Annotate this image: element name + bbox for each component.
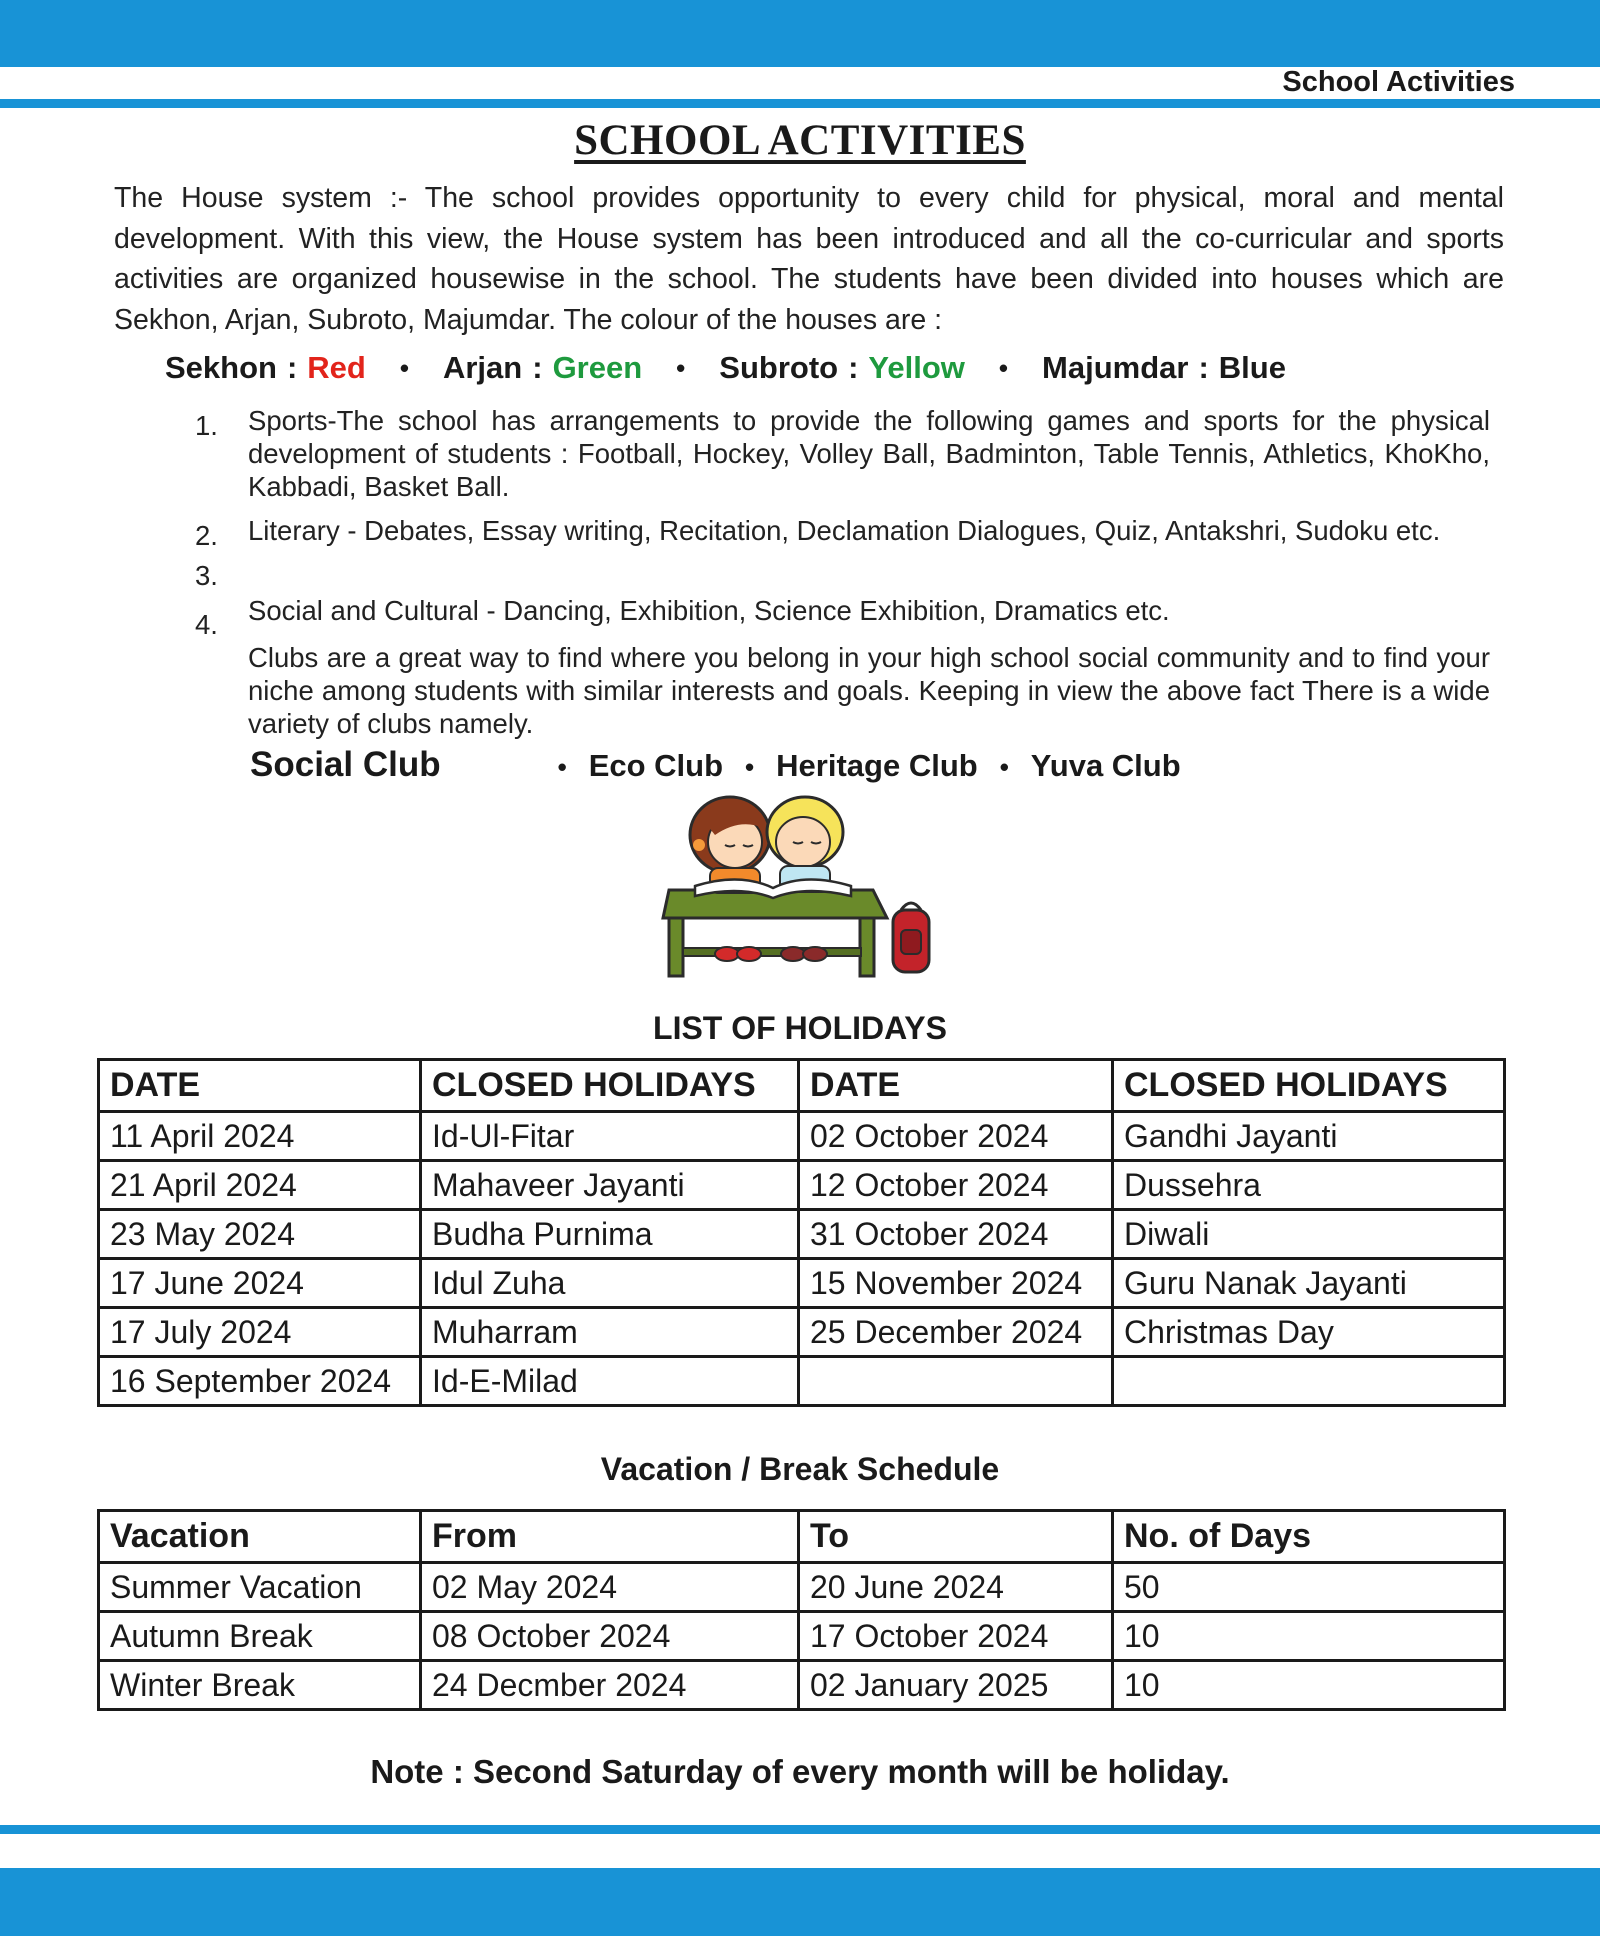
house-sekhon (165, 350, 366, 386)
list-number: 4. (195, 609, 218, 640)
table-cell: 23 May 2024 (99, 1210, 421, 1259)
table-cell: Gandhi Jayanti (1113, 1112, 1505, 1161)
table-cell: 02 October 2024 (799, 1112, 1113, 1161)
table-cell: Id-E-Milad (421, 1357, 799, 1406)
table-cell: Mahaveer Jayanti (421, 1161, 799, 1210)
vacation-table (97, 1509, 1506, 1711)
house-name: Majumdar (1042, 350, 1189, 385)
bottom-color-band (0, 1868, 1600, 1936)
club-heritage: Heritage Club (776, 748, 978, 783)
list-item-clubs: Clubs are a great way to find where you belong in your high school social community and to find your niche among students with similar interests and goals. Keeping in view the above fact There is a wide variety of clubs namely. (248, 642, 1490, 739)
list-number: 2. (195, 520, 218, 551)
top-color-band (0, 0, 1600, 67)
table-cell: 16 September 2024 (99, 1357, 421, 1406)
list-number: 3. (195, 560, 218, 591)
house-arjan (443, 350, 642, 386)
table-cell: 02 May 2024 (421, 1563, 799, 1612)
club-social: Social Club (250, 745, 441, 784)
bullet-icon: • (999, 752, 1009, 782)
column-header: CLOSED HOLIDAYS (421, 1060, 799, 1112)
table-cell: 15 November 2024 (799, 1259, 1113, 1308)
bullet-icon: • (998, 352, 1009, 383)
table-cell: 25 December 2024 (799, 1308, 1113, 1357)
table-cell: 31 October 2024 (799, 1210, 1113, 1259)
table-cell: 17 July 2024 (99, 1308, 421, 1357)
table-cell: Idul Zuha (421, 1259, 799, 1308)
table-row (99, 1308, 1505, 1357)
house-name: Sekhon (165, 350, 277, 385)
list-number: 1. (195, 410, 218, 441)
vacation-title: Vacation / Break Schedule (600, 1451, 1000, 1487)
table-cell: 21 April 2024 (99, 1161, 421, 1210)
house-majumdar (1042, 350, 1286, 386)
table-cell: 02 January 2025 (799, 1661, 1113, 1710)
list-item-social-cultural: Social and Cultural - Dancing, Exhibition, Science Exhibition, Dramatics etc. (248, 595, 1170, 626)
table-cell: Budha Purnima (421, 1210, 799, 1259)
holidays-table (97, 1058, 1506, 1407)
house-name: Arjan (442, 350, 523, 385)
list-item-sports: Sports-The school has arrangements to provide the following games and sports for the physical development of students : Football, Hockey, Volley Ball, Badminton, Table Tennis, Athletics, KhoKho, Kabbadi, Basket Ball. (248, 405, 1490, 502)
list-item-literary: Literary - Debates, Essay writing, Recitation, Declamation Dialogues, Quiz, Antakshri, Sudoku etc. (248, 515, 1441, 546)
table-cell: 10 (1113, 1661, 1505, 1710)
house-separator: : (532, 350, 543, 385)
page-title: SCHOOL ACTIVITIES (574, 117, 1026, 164)
holiday-note: Note : Second Saturday of every month will be holiday. (370, 1753, 1230, 1790)
children-reading-illustration (655, 790, 940, 990)
bullet-icon: • (399, 352, 409, 383)
top-divider (0, 99, 1600, 108)
club-yuva: Yuva Club (1030, 748, 1181, 783)
house-name: Subroto (719, 350, 839, 385)
house-separator: : (286, 350, 298, 385)
house-separator: : (1198, 350, 1209, 385)
table-cell: 08 October 2024 (421, 1612, 799, 1661)
house-color: Red (307, 350, 366, 385)
table-cell: 24 Decmber 2024 (421, 1661, 799, 1710)
column-header: DATE (99, 1060, 421, 1112)
table-row (99, 1210, 1505, 1259)
table-row (99, 1259, 1505, 1308)
holidays-title: LIST OF HOLIDAYS (653, 1010, 947, 1046)
table-row (99, 1357, 1505, 1406)
house-colors-row (165, 350, 1415, 386)
table-cell: Muharram (421, 1308, 799, 1357)
table-cell: 12 October 2024 (799, 1161, 1113, 1210)
table-cell (799, 1357, 1113, 1406)
house-color: Yellow (868, 350, 965, 385)
house-subroto (719, 350, 965, 386)
table-row (99, 1661, 1505, 1710)
table-header-row (99, 1511, 1505, 1563)
table-row (99, 1161, 1505, 1210)
column-header: To (799, 1511, 1113, 1563)
table-row (99, 1563, 1505, 1612)
table-cell: 50 (1113, 1563, 1505, 1612)
table-row (99, 1112, 1505, 1161)
column-header: No. of Days (1113, 1511, 1505, 1563)
table-cell: 10 (1113, 1612, 1505, 1661)
house-color: Green (552, 350, 643, 385)
section-header-label: School Activities (1282, 66, 1515, 98)
table-cell: Christmas Day (1113, 1308, 1505, 1357)
column-header: CLOSED HOLIDAYS (1113, 1060, 1505, 1112)
table-cell: Guru Nanak Jayanti (1113, 1259, 1505, 1308)
house-system-intro: The House system :- The school provides opportunity to every child for physical, moral and mental development. With this view, the House system has been introduced and all the co-curricular and sports activities are organized housewise in the school. The students have been divided into houses which are Sekhon, Arjan, Subroto, Majumdar. The colour of the houses are : (114, 182, 1504, 336)
bullet-icon: • (676, 352, 686, 383)
house-separator: : (848, 350, 859, 385)
table-cell: Summer Vacation (99, 1563, 421, 1612)
table-cell: 11 April 2024 (99, 1112, 421, 1161)
table-cell: Diwali (1113, 1210, 1505, 1259)
column-header: From (421, 1511, 799, 1563)
club-eco: Eco Club (588, 748, 724, 783)
house-color: Blue (1218, 350, 1286, 385)
column-header: Vacation (99, 1511, 421, 1563)
table-cell (1113, 1357, 1505, 1406)
bottom-divider (0, 1825, 1600, 1834)
table-cell: 17 June 2024 (99, 1259, 421, 1308)
bullet-icon: • (745, 752, 755, 782)
table-cell: Autumn Break (99, 1612, 421, 1661)
table-cell: Winter Break (99, 1661, 421, 1710)
table-cell: 17 October 2024 (799, 1612, 1113, 1661)
column-header: DATE (799, 1060, 1113, 1112)
table-row (99, 1612, 1505, 1661)
clubs-row (250, 745, 1350, 785)
table-cell: Dussehra (1113, 1161, 1505, 1210)
bullet-icon: • (557, 752, 567, 782)
table-cell: Id-Ul-Fitar (421, 1112, 799, 1161)
table-cell: 20 June 2024 (799, 1563, 1113, 1612)
table-header-row (99, 1060, 1505, 1112)
